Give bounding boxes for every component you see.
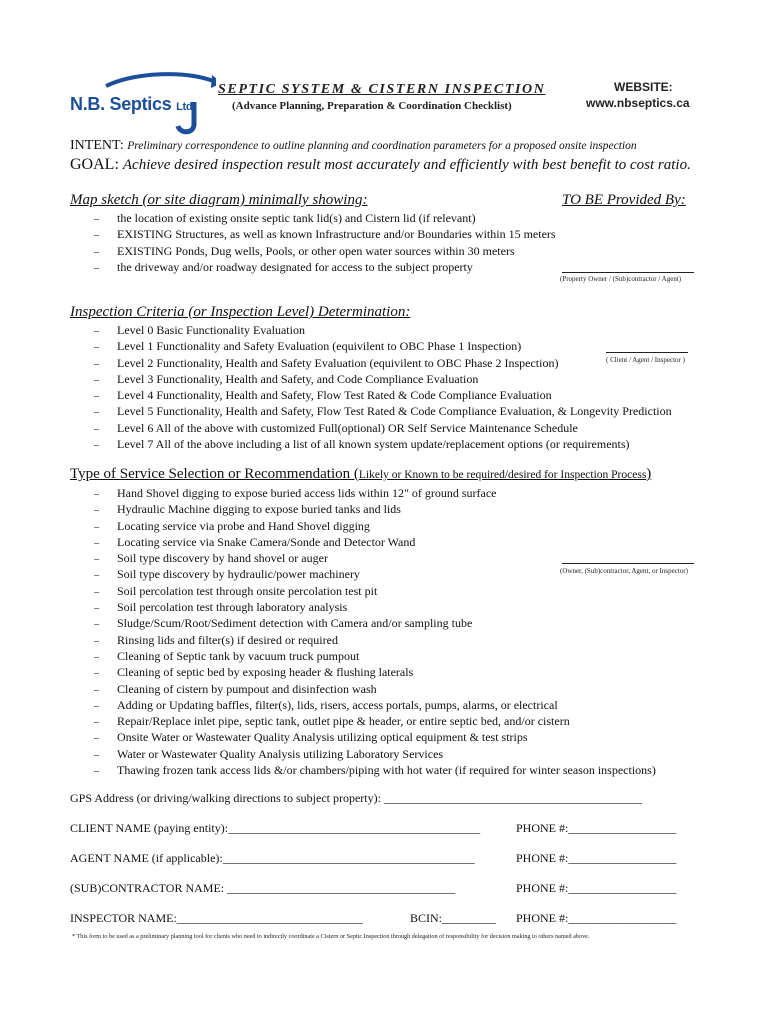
intent-label: INTENT: <box>70 138 124 153</box>
list-item-text: Repair/Replace inlet pipe, septic tank, outlet pipe & header, or entire septic bed, and/or cistern <box>117 714 570 729</box>
inspector-name-field[interactable]: INSPECTOR NAME:_______________________________ <box>70 911 363 925</box>
list-item-text: Level 4 Functionality, Health and Safety, Flow Test Rated & Code Compliance Evaluation <box>117 388 552 403</box>
list-item <box>70 681 656 697</box>
list-item-text: Soil percolation test through onsite percolation test pit <box>117 583 378 598</box>
list-item-text: Level 0 Basic Functionality Evaluation <box>117 323 305 337</box>
list-item-text: Locating service via probe and Hand Shovel digging <box>117 518 370 533</box>
list-item-text: Soil type discovery by hydraulic/power machinery <box>117 567 360 582</box>
list-item-text: Level 7 All of the above including a list of all known system update/replacement options (or requirements) <box>117 437 630 452</box>
list-item <box>70 599 656 615</box>
list-item-text: Thawing frozen tank access lids &/or chambers/piping with hot water (if required for winter season inspections) <box>117 763 656 778</box>
list-item <box>70 534 656 550</box>
service-heading-close: ) <box>646 466 652 482</box>
list-item <box>70 697 656 713</box>
list-item <box>70 355 672 371</box>
list-item <box>70 615 656 631</box>
list-item <box>70 664 656 680</box>
list-item <box>70 259 556 275</box>
goal-label: GOAL: <box>70 156 119 173</box>
list-item-text: Level 6 All of the above with customized Full(optional) OR Self Service Maintenance Schedule <box>117 420 578 435</box>
list-item-text: EXISTING Ponds, Dug wells, Pools, or other open water sources within 30 meters <box>117 243 515 258</box>
list-item-text: Cleaning of cistern by pumpout and disinfection wash <box>117 681 377 696</box>
list-item-text: Cleaning of septic bed by exposing header & flushing laterals <box>117 665 414 680</box>
map-signature-caption: (Property Owner / (Sub)contractor / Agent) <box>560 275 682 283</box>
list-item-text: Cleaning of Septic tank by vacuum truck pumpout <box>117 648 360 663</box>
inspector-phone-field[interactable]: PHONE #:__________________ <box>516 911 677 925</box>
list-item <box>70 210 556 226</box>
list-item-text: Sludge/Scum/Root/Sediment detection with Camera and/or sampling tube <box>117 616 473 631</box>
service-heading-detail: Likely or Known to be required/desired for Inspection Process <box>358 469 647 481</box>
list-item <box>70 226 556 242</box>
service-list <box>70 485 656 778</box>
agent-phone-field[interactable]: PHONE #:__________________ <box>516 851 677 865</box>
list-item <box>70 518 656 534</box>
map-requirements-list <box>70 210 556 275</box>
list-item <box>70 403 672 419</box>
contractor-phone-field[interactable]: PHONE #:__________________ <box>516 881 677 895</box>
list-item <box>70 632 656 648</box>
intent-line <box>70 138 637 154</box>
list-item <box>70 243 556 259</box>
list-item-text: Adding or Updating baffles, filter(s), lids, risers, access portals, pumps, alarms, or electrical <box>117 697 558 712</box>
goal-line <box>70 156 691 174</box>
logo-main-text: N.B. Septics <box>70 94 172 114</box>
list-item <box>70 322 672 338</box>
list-item-text: Hydraulic Machine digging to expose buried tanks and lids <box>117 502 401 517</box>
bcin-field[interactable]: BCIN:_________ <box>410 911 497 925</box>
list-item <box>70 746 656 762</box>
list-item-text: Level 2 Functionality, Health and Safety Evaluation (equivilent to OBC Phase 2 Inspection) <box>117 355 559 370</box>
logo-text <box>70 94 195 115</box>
list-item <box>70 648 656 664</box>
list-item-text: Water or Wastewater Quality Analysis utilizing Laboratory Services <box>117 746 444 761</box>
dash-bullet <box>94 436 100 454</box>
list-item-text: Soil percolation test through laboratory analysis <box>117 600 348 615</box>
list-item-text: Level 3 Functionality, Health and Safety, and Code Compliance Evaluation <box>117 371 479 386</box>
list-item <box>70 501 656 517</box>
list-item-text: EXISTING Structures, as well as known Infrastructure and/or Boundaries within 15 meters <box>117 227 556 242</box>
list-item <box>70 387 672 403</box>
list-item <box>70 550 656 566</box>
map-section-heading: Map sketch (or site diagram) minimally showing: <box>70 192 368 208</box>
criteria-signature-line[interactable] <box>606 352 688 353</box>
logo-suffix-text: Ltd. <box>176 101 196 113</box>
list-item-text: Level 1 Functionality and Safety Evaluation (equivilent to OBC Phase 1 Inspection) <box>117 339 522 354</box>
criteria-list <box>70 322 672 452</box>
company-logo <box>66 72 216 138</box>
criteria-section-heading: Inspection Criteria (or Inspection Level) Determination: <box>70 304 411 320</box>
client-name-field[interactable]: CLIENT NAME (paying entity):__________________________________________ <box>70 821 481 835</box>
list-item-text: Onsite Water or Wastewater Quality Analysis utilizing optical equipment & test strips <box>117 730 528 745</box>
website-url: www.nbseptics.ca <box>586 96 690 110</box>
client-phone-field[interactable]: PHONE #:__________________ <box>516 821 677 835</box>
service-section-heading <box>70 466 651 483</box>
contractor-name-field[interactable]: (SUB)CONTRACTOR NAME: ______________________________________ <box>70 881 456 895</box>
list-item <box>70 371 672 387</box>
dash-bullet <box>94 259 100 277</box>
website-label: WEBSITE: <box>614 80 673 94</box>
gps-address-field[interactable]: GPS Address (or driving/walking directions to subject property): ___________________________________________ <box>70 791 642 805</box>
list-item-text: Rinsing lids and filter(s) if desired or required <box>117 632 338 647</box>
list-item <box>70 338 672 354</box>
list-item-text: Soil type discovery by hand shovel or auger <box>117 551 328 566</box>
list-item-text: Hand Shovel digging to expose buried access lids within 12" of ground surface <box>117 486 497 500</box>
intent-text: Preliminary correspondence to outline planning and coordination parameters for a proposed onsite inspection <box>127 140 637 152</box>
service-signature-line[interactable] <box>562 563 694 564</box>
goal-text: Achieve desired inspection result most accurately and efficiently with best benefit to cost ratio. <box>122 157 691 173</box>
list-item <box>70 436 672 452</box>
dash-bullet <box>94 762 100 780</box>
list-item-text: the location of existing onsite septic tank lid(s) and Cistern lid (if relevant) <box>117 211 476 225</box>
criteria-signature-caption: ( Client / Agent / Inspector ) <box>606 356 685 364</box>
page-subtitle: (Advance Planning, Preparation & Coordination Checklist) <box>232 100 512 112</box>
list-item <box>70 729 656 745</box>
list-item <box>70 485 656 501</box>
list-item-text: Level 5 Functionality, Health and Safety, Flow Test Rated & Code Compliance Evaluation, & Longevity Prediction <box>117 404 672 419</box>
service-heading-main: Type of Service Selection or Recommendation ( <box>70 466 359 482</box>
page-title: SEPTIC SYSTEM & CISTERN INSPECTION <box>218 82 546 97</box>
agent-name-field[interactable]: AGENT NAME (if applicable):__________________________________________ <box>70 851 475 865</box>
list-item <box>70 762 656 778</box>
footnote: * This form to be used as a preliminary planning tool for clients who need to indirectly coordinate a Cistern or Septic Inspection through delegation of responsibility for decision making to others named above. <box>72 933 590 940</box>
list-item <box>70 713 656 729</box>
list-item <box>70 420 672 436</box>
service-signature-caption: (Owner, (Sub)contractor, Agent, or Inspector) <box>560 567 688 575</box>
list-item <box>70 583 656 599</box>
provided-by-heading: TO BE Provided By: <box>562 192 686 208</box>
list-item-text: Locating service via Snake Camera/Sonde and Detector Wand <box>117 534 416 549</box>
list-item-text: the driveway and/or roadway designated for access to the subject property <box>117 259 473 274</box>
map-signature-line[interactable] <box>562 272 694 273</box>
